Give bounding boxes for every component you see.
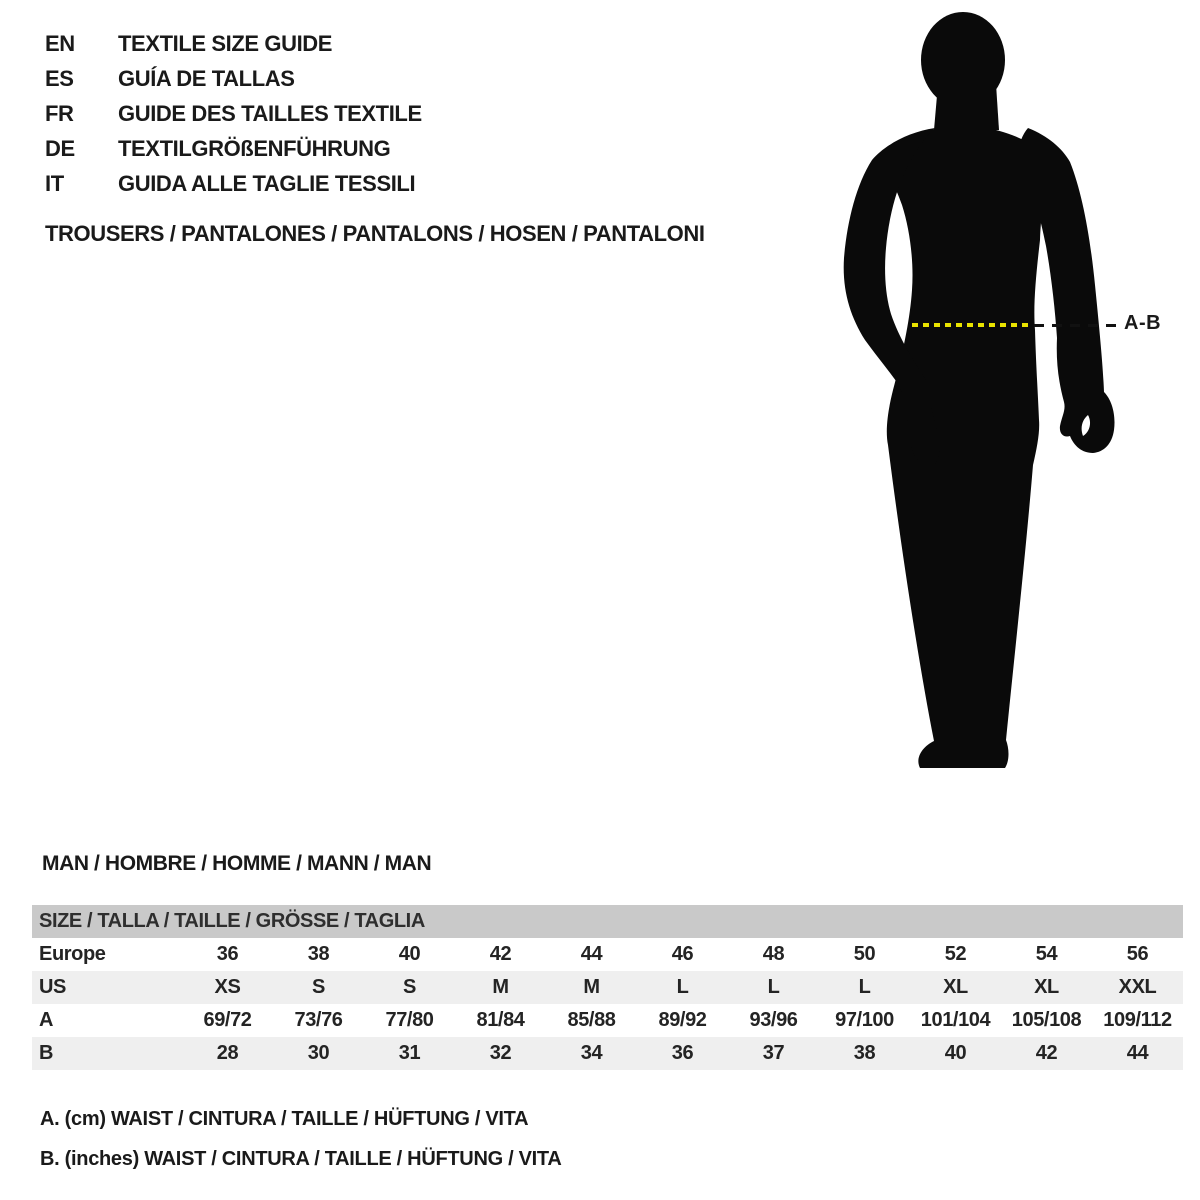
size-value-cell: 34	[580, 1042, 603, 1064]
note-b-inches: B. (inches) WAIST / CINTURA / TAILLE / HÜFTUNG / VITA	[40, 1148, 562, 1170]
size-value-cell: M	[492, 976, 509, 998]
guide-title-it: GUIDA ALLE TAGLIE TESSILI	[118, 170, 416, 196]
size-value-cell: 54	[1035, 943, 1058, 965]
size-value-cell: 105/108	[1011, 1009, 1082, 1031]
row-label: B	[39, 1042, 54, 1064]
waist-measure-line-dashed	[1034, 324, 1120, 327]
size-value-cell: 56	[1126, 943, 1149, 965]
size-value-cell: 85/88	[567, 1009, 616, 1031]
size-value-cell: 42	[489, 943, 512, 965]
size-value-cell: 77/80	[385, 1009, 434, 1031]
guide-title-en: TEXTILE SIZE GUIDE	[118, 30, 333, 56]
size-value-cell: 40	[944, 1042, 967, 1064]
measure-label: A-B	[1124, 312, 1162, 334]
size-value-cell: 81/84	[476, 1009, 525, 1031]
size-value-cell: 69/72	[203, 1009, 252, 1031]
size-value-cell: L	[858, 976, 871, 998]
size-value-cell: S	[312, 976, 325, 998]
size-value-cell: L	[767, 976, 780, 998]
size-value-cell: 93/96	[749, 1009, 798, 1031]
size-value-cell: 40	[398, 943, 421, 965]
language-code-en: EN	[45, 30, 75, 56]
size-value-cell: 101/104	[920, 1009, 991, 1031]
size-value-cell: 44	[580, 943, 603, 965]
guide-title-de: TEXTILGRÖßENFÜHRUNG	[118, 135, 391, 161]
size-value-cell: 50	[853, 943, 876, 965]
category-heading: TROUSERS / PANTALONES / PANTALONS / HOSEN / PANTALONI	[45, 221, 705, 246]
size-value-cell: 37	[762, 1042, 785, 1064]
guide-title-es: GUÍA DE TALLAS	[118, 65, 295, 91]
size-value-cell: XL	[943, 976, 968, 998]
size-value-cell: 36	[671, 1042, 694, 1064]
language-code-it: IT	[45, 170, 64, 196]
language-code-fr: FR	[45, 100, 74, 126]
table-row-b	[32, 1037, 1183, 1070]
man-silhouette	[820, 0, 1200, 800]
table-row-us	[32, 971, 1183, 1004]
size-value-cell: 30	[307, 1042, 330, 1064]
size-value-cell: 44	[1126, 1042, 1149, 1064]
size-value-cell: 73/76	[294, 1009, 343, 1031]
size-table	[32, 905, 1183, 1070]
size-value-cell: 31	[398, 1042, 421, 1064]
language-code-de: DE	[45, 135, 75, 161]
section-heading: MAN / HOMBRE / HOMME / MANN / MAN	[42, 852, 432, 875]
size-value-cell: 48	[762, 943, 785, 965]
table-row-a	[32, 1004, 1183, 1037]
size-value-cell: XS	[214, 976, 241, 998]
size-table-rows	[32, 938, 1183, 1070]
guide-title-fr: GUIDE DES TAILLES TEXTILE	[118, 100, 422, 126]
size-value-cell: S	[403, 976, 416, 998]
size-value-cell: 46	[671, 943, 694, 965]
size-table-header: SIZE / TALLA / TAILLE / GRÖSSE / TAGLIA	[32, 905, 1183, 938]
size-value-cell: 38	[307, 943, 330, 965]
size-value-cell: XL	[1034, 976, 1059, 998]
size-value-cell: 97/100	[835, 1009, 894, 1031]
table-row-europe	[32, 938, 1183, 971]
row-label: Europe	[39, 943, 106, 965]
size-value-cell: M	[583, 976, 600, 998]
size-value-cell: 42	[1035, 1042, 1058, 1064]
size-value-cell: 109/112	[1103, 1009, 1172, 1031]
size-value-cell: 28	[216, 1042, 239, 1064]
size-value-cell: 36	[216, 943, 239, 965]
row-label: A	[39, 1009, 54, 1031]
size-value-cell: 32	[489, 1042, 512, 1064]
size-value-cell: XXL	[1118, 976, 1157, 998]
measurement-notes	[40, 1108, 562, 1188]
size-value-cell: L	[676, 976, 689, 998]
language-code-es: ES	[45, 65, 74, 91]
size-value-cell: 89/92	[658, 1009, 707, 1031]
waist-measure-line-yellow	[912, 323, 1032, 327]
note-a-cm: A. (cm) WAIST / CINTURA / TAILLE / HÜFTUNG / VITA	[40, 1108, 529, 1130]
size-value-cell: 52	[944, 943, 967, 965]
row-label: US	[39, 976, 66, 998]
size-value-cell: 38	[853, 1042, 876, 1064]
